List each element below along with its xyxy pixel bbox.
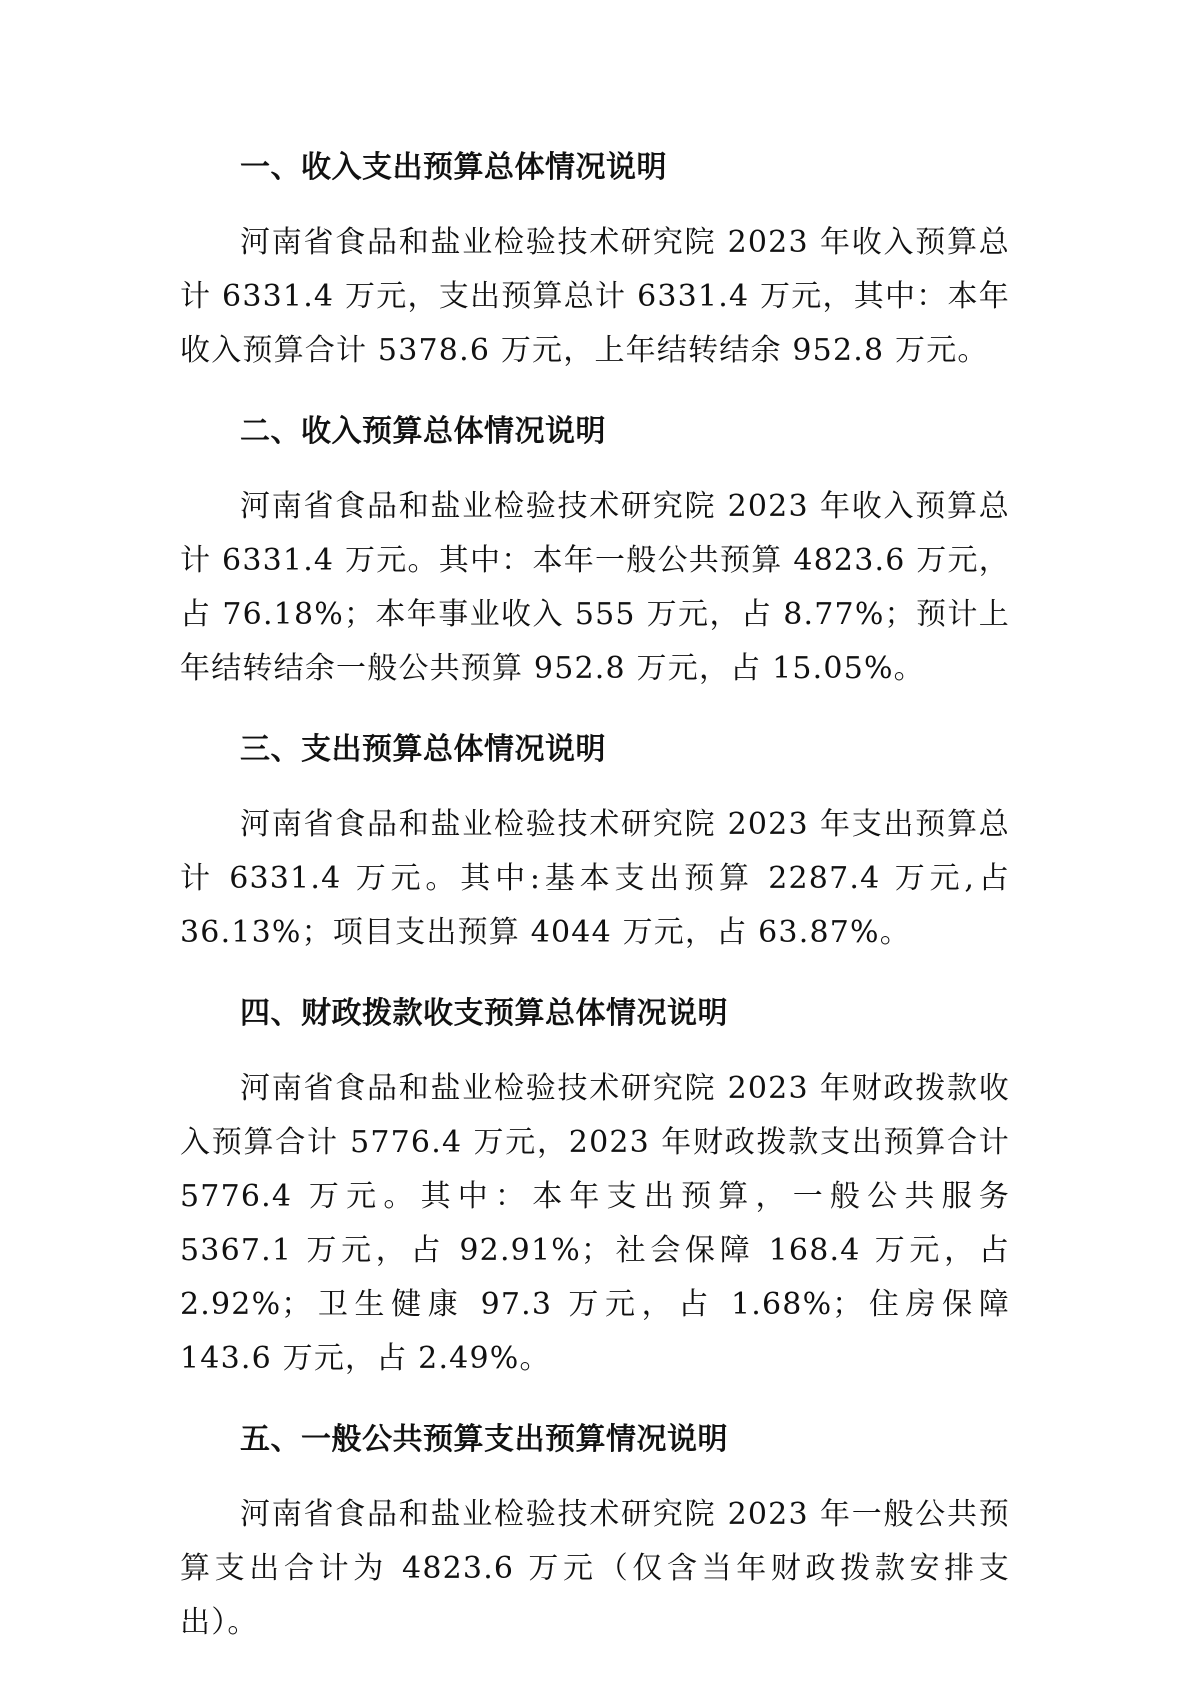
section-3-paragraph: 河南省食品和盐业检验技术研究院 2023 年支出预算总计 6331.4 万元。其中:基本支出预算 2287.4 万元,占 36.13%；项目支出预算 4044 万元，占 63.87%。 xyxy=(180,807,1010,950)
section-1-heading: 一、收入支出预算总体情况说明 xyxy=(240,150,667,185)
section-2-paragraph: 河南省食品和盐业检验技术研究院 2023 年收入预算总计 6331.4 万元。其中：本年一般公共预算 4823.6 万元，占 76.18%；本年事业收入 555 万元，占 8.77%；预计上年结转结余一般公共预算 952.8 万元，占 15.05%。 xyxy=(180,489,1010,686)
document-page xyxy=(180,148,1010,1684)
section-5-heading: 五、一般公共预算支出预算情况说明 xyxy=(240,1422,728,1457)
section-1-paragraph: 河南省食品和盐业检验技术研究院 2023 年收入预算总计 6331.4 万元，支出预算总计 6331.4 万元，其中：本年收入预算合计 5378.6 万元，上年结转结余 952.8 万元。 xyxy=(180,225,1010,368)
section-3-heading: 三、支出预算总体情况说明 xyxy=(240,732,606,767)
section-2-heading: 二、收入预算总体情况说明 xyxy=(240,414,606,449)
section-4-paragraph: 河南省食品和盐业检验技术研究院 2023 年财政拨款收入预算合计 5776.4 万元，2023 年财政拨款支出预算合计 5776.4 万元。其中：本年支出预算，一般公共服务 5367.1 万元，占 92.91%；社会保障 168.4 万元，占 2.92%；卫生健康 97.3 万元，占 1.68%；住房保障 143.6 万元，占 2.49%。 xyxy=(180,1071,1010,1376)
section-5-paragraph: 河南省食品和盐业检验技术研究院 2023 年一般公共预算支出合计为 4823.6 万元（仅含当年财政拨款安排支出）。 xyxy=(180,1497,1010,1640)
section-4-heading: 四、财政拨款收支预算总体情况说明 xyxy=(240,996,728,1031)
